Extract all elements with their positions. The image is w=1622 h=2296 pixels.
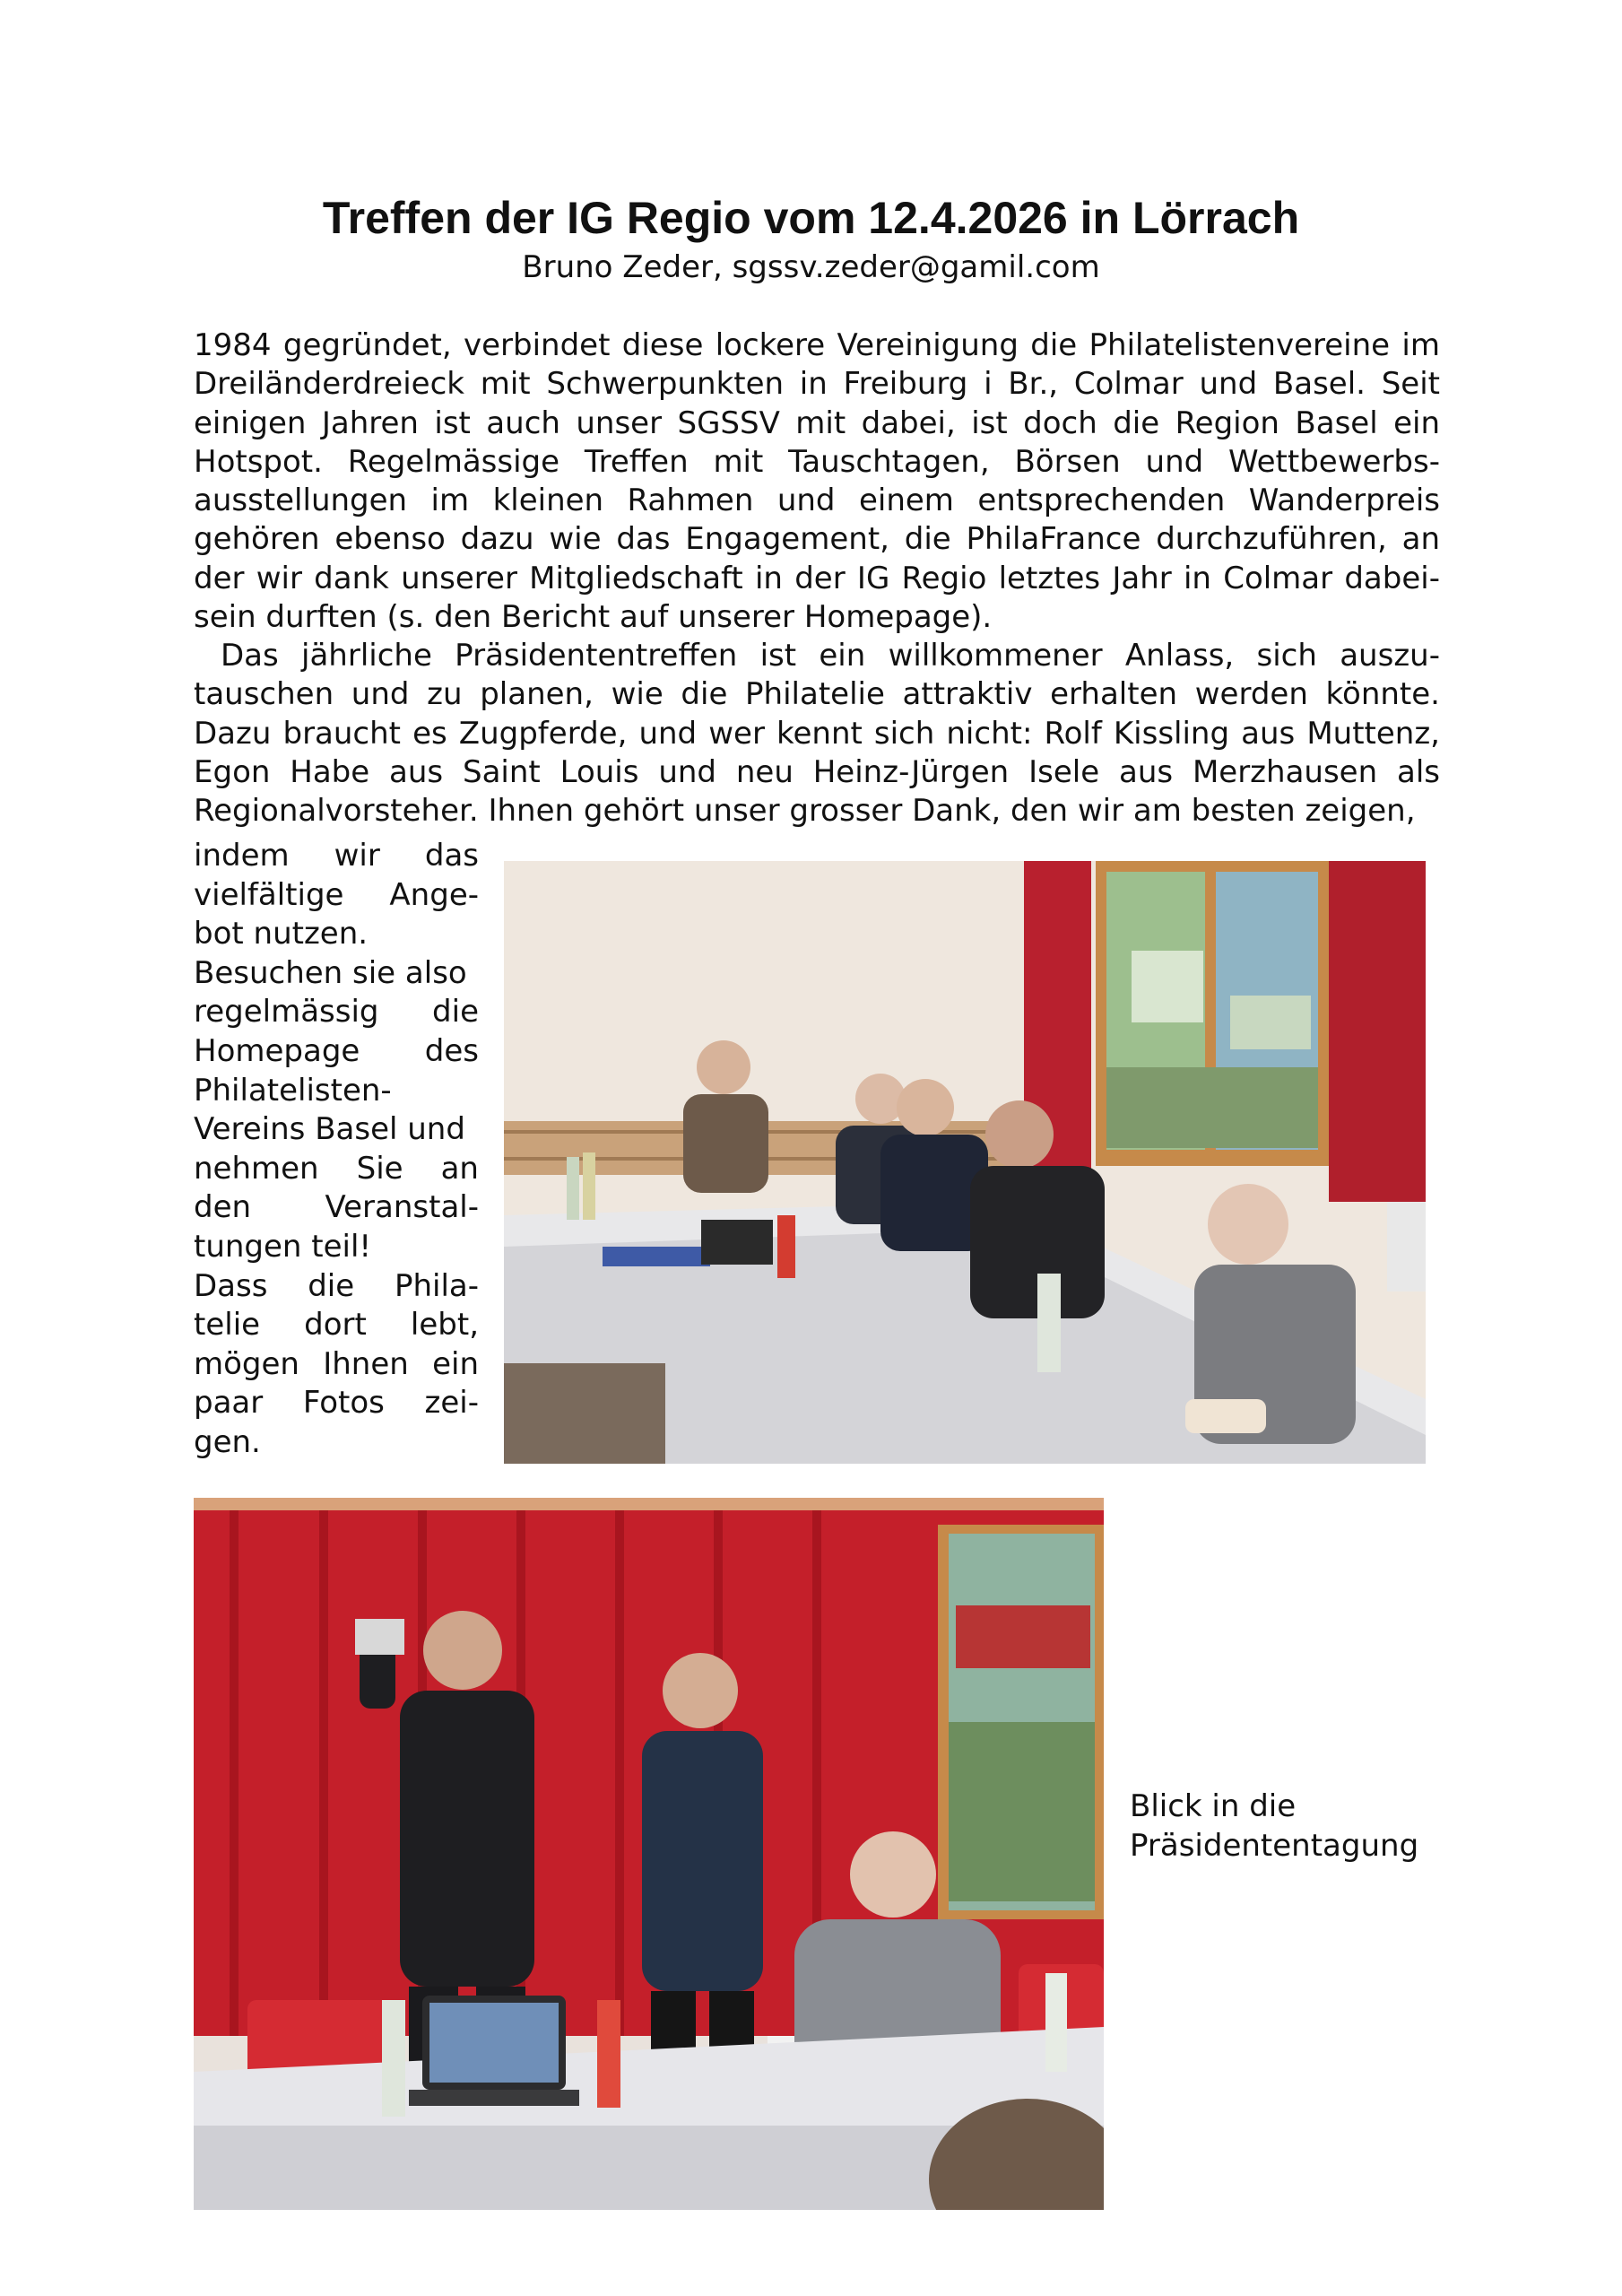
side-line: Dass die Phila- (194, 1267, 479, 1304)
side-line: regelmässig die (194, 994, 479, 1031)
side-line: den Veranstal- (194, 1189, 479, 1226)
side-text-column (194, 837, 479, 1463)
side-line: Besuchen sie also (194, 954, 467, 991)
presentation-photo (194, 1498, 1104, 2210)
meeting-photo (504, 861, 1426, 1464)
author-byline: Bruno Zeder, sgssv.zeder@gamil.com (522, 249, 1100, 285)
side-line: Philatelisten- (194, 1072, 392, 1109)
side-line: nehmen Sie an (194, 1150, 479, 1187)
side-line: vielfältige Ange- (194, 876, 479, 913)
side-line: Vereins Basel und (194, 1111, 465, 1148)
paragraph-presidents-text: Das jährliche Präsidententreffen ist ein willkommener Anlass, sich auszutauschen und zu planen, wie die Philatelie attraktiv erhalten werden könnte. Dazu braucht es Zugpferde, und wer kennt sich nicht: Rolf Kissling aus Muttenz, Egon Habe aus Saint Louis und neu Heinz-Jürgen Isele aus Merzhausen als Regionalvorsteher. Ihnen gehört unser grosser Dank, den wir am besten zeigen, (194, 638, 1440, 830)
side-line: tungen teil! (194, 1228, 372, 1265)
side-line: indem wir das (194, 838, 479, 874)
side-line: bot nutzen. (194, 916, 369, 952)
side-line: telie dort lebt, (194, 1307, 479, 1344)
side-line: Homepage des (194, 1032, 479, 1069)
paragraph-presidents (194, 637, 1440, 831)
side-line: mögen Ihnen ein (194, 1345, 479, 1382)
side-line: paar Fotos zei- (194, 1385, 479, 1422)
paragraph-intro: 1984 gegründet, verbindet diese lockere Vereinigung die Philatelistenvereine im Dreiländerdreieck mit Schwerpunkten in Freiburg i Br., Colmar und Basel. Seit einigen Jahren ist auch unser SGSSV mit dabei, ist doch die Region Basel ein Hotspot. Regelmässige Treffen mit Tauschtagen, Börsen und Wettbewerbsausstellungen im kleinen Rahmen und einem entsprechenden Wanderpreis gehören ebenso dazu wie das Engagement, die PhilaFrance durchzuführen, an der wir dank unserer Mitgliedschaft in der IG Regio letztes Jahr in Colmar dabeisein durften (s. den Bericht auf unserer Homepage). (194, 327, 1440, 636)
page-title: Treffen der IG Regio vom 12.4.2026 in Lörrach (322, 193, 1300, 243)
side-line: gen. (194, 1423, 261, 1460)
photo-caption: Blick in die Präsidententagung (1130, 1788, 1419, 1864)
presentation-photo-illustration (194, 1498, 1104, 2210)
meeting-photo-illustration (504, 861, 1426, 1464)
